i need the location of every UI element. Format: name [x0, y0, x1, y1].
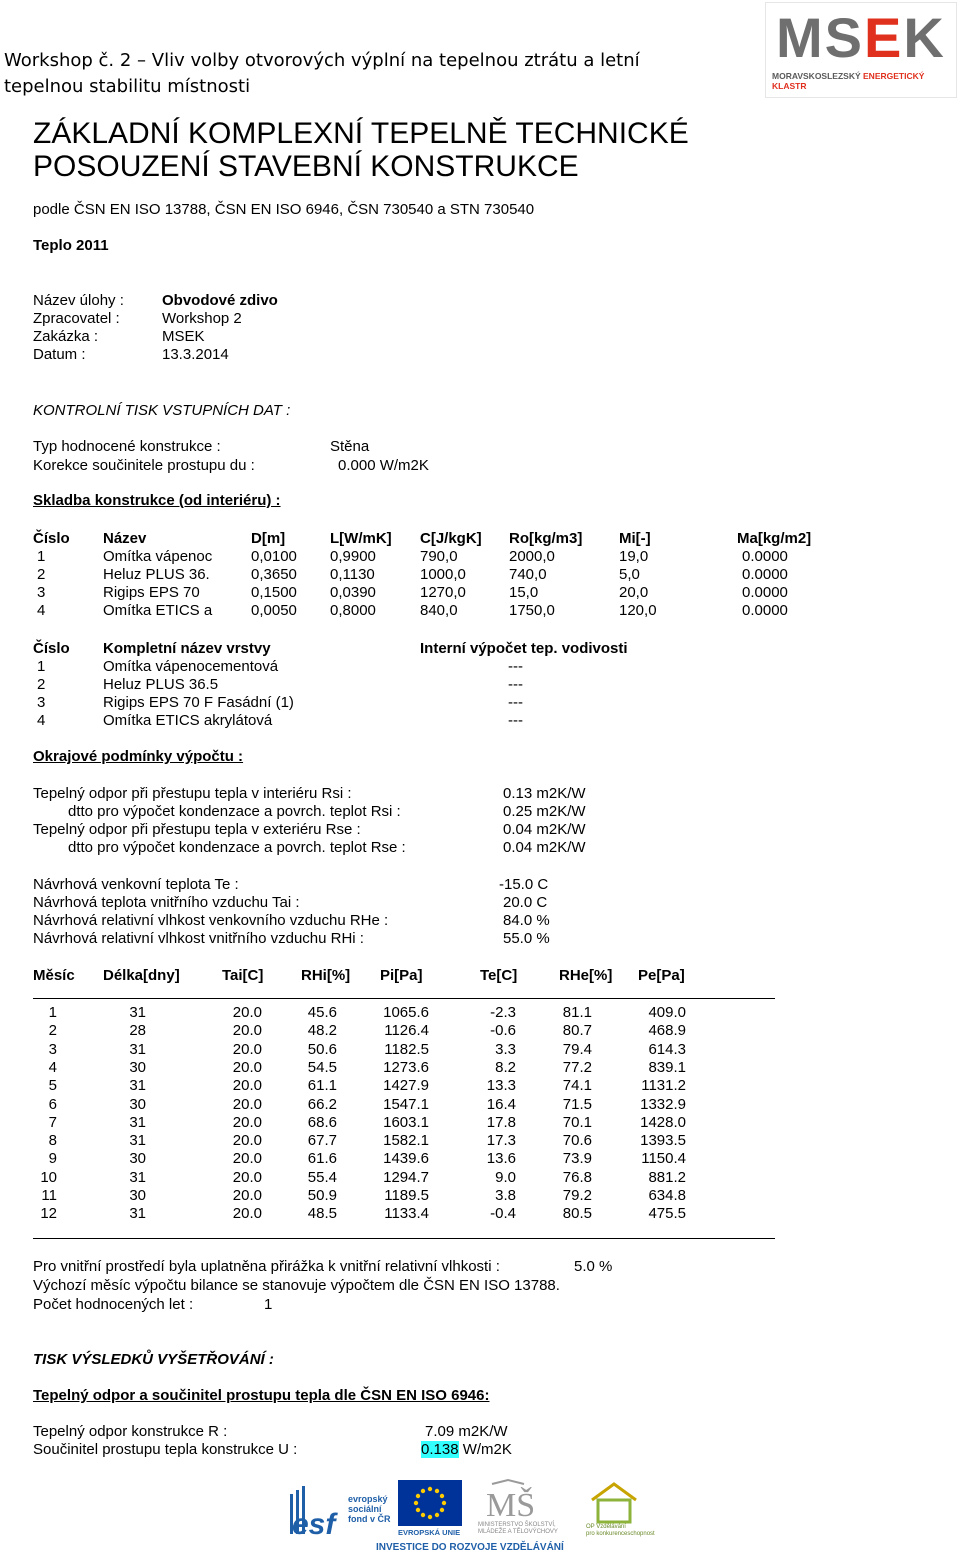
- workshop-title: Workshop č. 2 – Vliv volby otvorových výplní na tepelnou ztrátu a letní tepelnou stabilitu místnosti: [4, 50, 640, 97]
- column-header: C[J/kgK]: [420, 530, 482, 547]
- table-cell: ---: [508, 712, 523, 729]
- table-cell: 881.2: [648, 1168, 686, 1186]
- table-cell: Heluz PLUS 36.: [103, 566, 210, 583]
- svg-text:MŠ: MŠ: [486, 1487, 536, 1522]
- table-cell: 1150.4: [641, 1150, 686, 1168]
- humidity-note-value: 5.0 %: [574, 1258, 613, 1275]
- table-cell: 1270,0: [420, 584, 466, 601]
- table-cell: 1131.2: [641, 1077, 686, 1095]
- table-cell: 77.2: [562, 1058, 592, 1076]
- table-cell: 48.2: [307, 1022, 337, 1040]
- table-cell: 61.1: [307, 1077, 337, 1095]
- info-value: Obvodové zdivo: [162, 292, 278, 309]
- table-cell: 76.8: [562, 1168, 592, 1186]
- table-cell: 30: [129, 1187, 146, 1204]
- results-heading: TISK VÝSLEDKŮ VYŠETŘOVÁNÍ :: [33, 1351, 274, 1368]
- norms-line: podle ČSN EN ISO 13788, ČSN EN ISO 6946, ČSN 730540 a STN 730540: [33, 201, 535, 218]
- column-header: Ro[kg/m3]: [509, 530, 583, 547]
- column-header: Pe[Pa]: [638, 967, 685, 984]
- table-cell: 0,9900: [330, 548, 376, 565]
- table-cell: 0.0000: [742, 602, 788, 619]
- boundary-heading: Okrajové podmínky výpočtu :: [33, 748, 244, 765]
- table-cell: 20.0: [232, 1022, 262, 1040]
- design-label: Návrhová teplota vnitřního vzduchu Tai :: [33, 894, 300, 911]
- u-value-group: [421, 1441, 512, 1459]
- table-cell: 2: [48, 1022, 57, 1040]
- table-cell: 1428.0: [640, 1113, 686, 1131]
- table-cell: 68.6: [307, 1113, 337, 1131]
- table-cell: 1: [48, 1004, 57, 1021]
- table-cell: Omítka vápenocementová: [103, 658, 279, 675]
- table-cell: 31: [129, 1077, 146, 1095]
- table-cell: 1547.1: [383, 1095, 429, 1113]
- table-cell: 81.1: [562, 1004, 592, 1021]
- table-cell: 4: [37, 712, 46, 729]
- table-cell: 50.9: [307, 1187, 337, 1204]
- table-cell: 13.6: [486, 1150, 516, 1168]
- table-cell: 1393.5: [640, 1132, 686, 1150]
- info-label: Zakázka :: [33, 328, 99, 345]
- msmt-logo: [478, 1478, 578, 1538]
- table-cell: 740,0: [509, 566, 547, 583]
- table-cell: 74.1: [562, 1077, 592, 1095]
- table-cell: 839.1: [648, 1058, 686, 1076]
- table-cell: 1182.5: [384, 1040, 429, 1058]
- table-cell: 1427.9: [383, 1077, 429, 1095]
- column-header: Pi[Pa]: [380, 967, 423, 984]
- column-header: Měsíc: [33, 967, 75, 984]
- column-header: RHi[%]: [301, 967, 351, 984]
- u-value: 0.138: [421, 1441, 459, 1458]
- info-value: MSEK: [162, 328, 205, 345]
- table-cell: 9: [48, 1150, 57, 1168]
- table-cell: Heluz PLUS 36.5: [103, 676, 219, 693]
- resistance-label: Tepelný odpor při přestupu tepla v interiéru Rsi :: [33, 785, 352, 802]
- humidity-note-label: Pro vnitřní prostředí byla uplatněna přirážka k vnitřní relativní vlhkosti :: [33, 1258, 500, 1275]
- table-cell: 67.7: [307, 1132, 337, 1150]
- column-header: Tai[C]: [222, 967, 264, 984]
- table-cell: 1439.6: [383, 1150, 429, 1168]
- table-cell: 48.5: [307, 1205, 337, 1223]
- esf-logo: [286, 1480, 394, 1538]
- design-label: Návrhová relativní vlhkost venkovního vzduchu RHe :: [33, 912, 389, 929]
- table-cell: 17.3: [486, 1132, 516, 1150]
- table-cell: 20.0: [232, 1040, 262, 1058]
- table-cell: 61.6: [307, 1150, 337, 1168]
- table-cell: 2: [37, 566, 46, 583]
- resistance-value: 0.25 m2K/W: [503, 803, 586, 820]
- column-header: D[m]: [251, 530, 286, 547]
- table-cell: 54.5: [307, 1058, 337, 1076]
- table-cell: 5: [48, 1077, 57, 1095]
- table-cell: 1582.1: [383, 1132, 429, 1150]
- table-cell: 79.4: [562, 1040, 592, 1058]
- table-cell: 1273.6: [383, 1058, 429, 1076]
- construction-type-label: Typ hodnocené konstrukce :: [33, 438, 221, 455]
- table-cell: 3.8: [495, 1187, 516, 1204]
- footer-tagline: INVESTICE DO ROZVOJE VZDĚLÁVÁNÍ: [376, 1542, 564, 1553]
- table-cell: 468.9: [648, 1022, 686, 1040]
- resistance-label: dtto pro výpočet kondenzace a povrch. teplot Rse :: [68, 839, 406, 856]
- du-label: Korekce součinitele prostupu du :: [33, 457, 255, 474]
- footer-logos: [286, 1478, 666, 1558]
- msek-logo: [765, 2, 957, 98]
- table-cell: 31: [129, 1040, 146, 1058]
- table-cell: 6: [48, 1095, 57, 1113]
- msek-logo-text: MSEK: [776, 6, 946, 69]
- table-cell: 0.0000: [742, 548, 788, 565]
- table-cell: 71.5: [562, 1095, 592, 1113]
- table-cell: 0,0050: [251, 602, 297, 619]
- table-cell: 73.9: [562, 1150, 592, 1168]
- r-value: 7.09 m2K/W: [425, 1423, 508, 1440]
- table-cell: 1065.6: [383, 1004, 429, 1021]
- table-cell: 790,0: [420, 548, 458, 565]
- table-cell: 0.0000: [742, 584, 788, 601]
- table-cell: 30: [129, 1150, 146, 1168]
- op-vk-icon: [586, 1480, 642, 1524]
- resistance-label: Tepelný odpor při přestupu tepla v exteriéru Rse :: [33, 821, 361, 838]
- table-cell: ---: [508, 694, 523, 711]
- table-cell: 0.0000: [742, 566, 788, 583]
- table-cell: 13.3: [486, 1077, 516, 1095]
- design-label: Návrhová venkovní teplota Te :: [33, 876, 239, 893]
- table-cell: 20.0: [232, 1095, 262, 1113]
- table-cell: Rigips EPS 70: [103, 584, 200, 601]
- construction-type-value: Stěna: [330, 438, 370, 455]
- table-cell: 31: [129, 1113, 146, 1131]
- column-header: Číslo: [33, 530, 70, 547]
- table-cell: 16.4: [486, 1095, 516, 1113]
- info-value: Workshop 2: [162, 310, 242, 327]
- table-cell: 3.3: [495, 1040, 516, 1058]
- results-subheading: Tepelný odpor a součinitel prostupu tepla dle ČSN EN ISO 6946:: [33, 1387, 490, 1404]
- design-value: -15.0 C: [499, 876, 549, 893]
- table-cell: 20.0: [232, 1150, 262, 1168]
- table-cell: 614.3: [648, 1040, 686, 1058]
- table-cell: 20,0: [619, 584, 649, 601]
- column-header: Číslo: [33, 640, 70, 657]
- column-header: L[W/mK]: [330, 530, 392, 547]
- table-cell: 20.0: [232, 1205, 262, 1223]
- table-cell: 0,1500: [251, 584, 297, 601]
- table-cell: 10: [40, 1168, 57, 1186]
- table-cell: 12: [40, 1205, 57, 1223]
- msek-logo-subtitle: MORAVSKOSLEZSKÝ ENERGETICKÝ KLASTR: [772, 71, 925, 91]
- table-cell: 0,0100: [251, 548, 297, 565]
- table-cell: 31: [129, 1132, 146, 1150]
- table-cell: 1133.4: [384, 1205, 429, 1223]
- table-cell: 8: [48, 1132, 57, 1150]
- eu-flag-logo: [398, 1480, 464, 1538]
- column-header: Kompletní název vrstvy: [103, 640, 271, 657]
- svg-text:esf: esf: [292, 1508, 336, 1538]
- table-cell: Omítka ETICS a: [103, 602, 213, 619]
- start-month-note: Výchozí měsíc výpočtu bilance se stanovuje výpočtem dle ČSN EN ISO 13788.: [33, 1277, 560, 1294]
- table-cell: Omítka vápenoc: [103, 548, 213, 565]
- r-label: Tepelný odpor konstrukce R :: [33, 1423, 228, 1440]
- table-cell: 19,0: [619, 548, 649, 565]
- resistance-label: dtto pro výpočet kondenzace a povrch. teplot Rsi :: [68, 803, 401, 820]
- table-cell: 31: [129, 1168, 146, 1186]
- table-cell: 3: [48, 1040, 57, 1058]
- column-header: Název: [103, 530, 147, 547]
- info-label: Zpracovatel :: [33, 310, 120, 327]
- design-label: Návrhová relativní vlhkost vnitřního vzduchu RHi :: [33, 930, 364, 947]
- msmt-label: MINISTERSTVO ŠKOLSTVÍ, MLÁDEŽE A TĚLOVÝCHOVY: [478, 1522, 558, 1535]
- software-name: Teplo 2011: [33, 237, 109, 254]
- table-cell: 20.0: [232, 1132, 262, 1150]
- table-cell: ---: [508, 676, 523, 693]
- table-cell: 20.0: [232, 1004, 262, 1021]
- table-rule-bottom: [33, 1238, 775, 1239]
- table-cell: 1: [37, 548, 46, 565]
- table-cell: 0,3650: [251, 566, 297, 583]
- resistance-value: 0.04 m2K/W: [503, 821, 586, 838]
- table-cell: 20.0: [232, 1187, 262, 1204]
- layers-heading: Skladba konstrukce (od interiéru) :: [33, 492, 281, 509]
- design-value: 20.0 C: [503, 894, 548, 911]
- table-cell: Omítka ETICS akrylátová: [103, 712, 273, 729]
- table-cell: 2: [37, 676, 46, 693]
- column-header: Délka[dny]: [103, 967, 180, 984]
- column-header: Te[C]: [480, 967, 518, 984]
- table-cell: 409.0: [648, 1004, 686, 1021]
- op-vk-logo: [586, 1480, 666, 1538]
- table-cell: 1603.1: [383, 1113, 429, 1131]
- input-check-heading: KONTROLNÍ TISK VSTUPNÍCH DAT :: [33, 402, 291, 419]
- table-cell: 20.0: [232, 1168, 262, 1186]
- page-title: ZÁKLADNÍ KOMPLEXNÍ TEPELNĚ TECHNICKÉ POSOUZENÍ STAVEBNÍ KONSTRUKCE: [33, 117, 689, 183]
- op-vk-label: OP Vzdělávání pro konkurenceschopnost: [586, 1524, 655, 1537]
- table-cell: 20.0: [232, 1077, 262, 1095]
- column-header: Mi[-]: [619, 530, 651, 547]
- column-header: RHe[%]: [559, 967, 613, 984]
- u-unit: W/m2K: [462, 1441, 512, 1458]
- column-header: Ma[kg/m2]: [737, 530, 812, 547]
- table-cell: 3: [37, 694, 46, 711]
- resistance-value: 0.13 m2K/W: [503, 785, 586, 802]
- table-cell: -0.6: [490, 1022, 516, 1040]
- table-cell: 70.6: [562, 1132, 592, 1150]
- table-cell: 70.1: [562, 1113, 592, 1131]
- table-cell: 1294.7: [383, 1168, 429, 1186]
- table-cell: 66.2: [307, 1095, 337, 1113]
- info-label: Datum :: [33, 346, 86, 363]
- table-cell: 17.8: [486, 1113, 516, 1131]
- design-value: 84.0 %: [503, 912, 550, 929]
- table-cell: -0.4: [490, 1205, 516, 1223]
- table-cell: 0,1130: [330, 566, 375, 583]
- table-cell: 0,0390: [330, 584, 376, 601]
- table-cell: -2.3: [490, 1004, 516, 1021]
- table-cell: 1332.9: [640, 1095, 686, 1113]
- table-cell: 55.4: [307, 1168, 337, 1186]
- info-value: 13.3.2014: [162, 346, 229, 363]
- table-cell: 4: [37, 602, 46, 619]
- table-cell: 1: [37, 658, 46, 675]
- design-value: 55.0 %: [503, 930, 550, 947]
- years-value: 1: [264, 1296, 273, 1313]
- eu-flag-icon: [398, 1480, 462, 1526]
- table-cell: 15,0: [509, 584, 539, 601]
- table-cell: 20.0: [232, 1058, 262, 1076]
- table-cell: 5,0: [619, 566, 640, 583]
- eu-label: EVROPSKÁ UNIE: [398, 1528, 461, 1537]
- table-cell: 0,8000: [330, 602, 376, 619]
- table-cell: Rigips EPS 70 F Fasádní (1): [103, 694, 294, 711]
- table-cell: 20.0: [232, 1113, 262, 1131]
- table-cell: 50.6: [307, 1040, 337, 1058]
- resistance-value: 0.04 m2K/W: [503, 839, 586, 856]
- table-cell: ---: [508, 658, 523, 675]
- table-cell: 7: [48, 1113, 57, 1131]
- table-cell: 1126.4: [384, 1022, 429, 1040]
- info-label: Název úlohy :: [33, 292, 124, 309]
- esf-label: evropský sociální fond v ČR: [348, 1494, 391, 1524]
- table-cell: 634.8: [648, 1187, 686, 1204]
- column-header: Interní výpočet tep. vodivosti: [420, 640, 628, 657]
- u-label: Součinitel prostupu tepla konstrukce U :: [33, 1441, 298, 1458]
- table-cell: 1189.5: [384, 1187, 429, 1204]
- years-label: Počet hodnocených let :: [33, 1296, 194, 1313]
- table-rule-top: [33, 998, 775, 999]
- table-cell: 3: [37, 584, 46, 601]
- table-cell: 79.2: [562, 1187, 592, 1204]
- table-cell: 475.5: [648, 1205, 686, 1223]
- table-cell: 120,0: [619, 602, 657, 619]
- table-cell: 11: [41, 1187, 57, 1204]
- table-cell: 45.6: [307, 1004, 337, 1021]
- table-cell: 31: [129, 1205, 146, 1223]
- du-value: 0.000 W/m2K: [338, 457, 429, 474]
- table-cell: 4: [48, 1058, 57, 1076]
- table-cell: 8.2: [495, 1058, 516, 1076]
- table-cell: 9.0: [495, 1168, 516, 1186]
- table-cell: 80.7: [562, 1022, 592, 1040]
- table-cell: 30: [129, 1058, 146, 1076]
- esf-icon: [286, 1480, 350, 1538]
- table-cell: 31: [129, 1004, 146, 1021]
- msmt-icon: [478, 1478, 538, 1522]
- table-cell: 28: [129, 1022, 146, 1040]
- table-cell: 1000,0: [420, 566, 466, 583]
- table-cell: 1750,0: [509, 602, 555, 619]
- table-cell: 30: [129, 1095, 146, 1113]
- table-cell: 2000,0: [509, 548, 555, 565]
- table-cell: 840,0: [420, 602, 458, 619]
- table-cell: 80.5: [562, 1205, 592, 1223]
